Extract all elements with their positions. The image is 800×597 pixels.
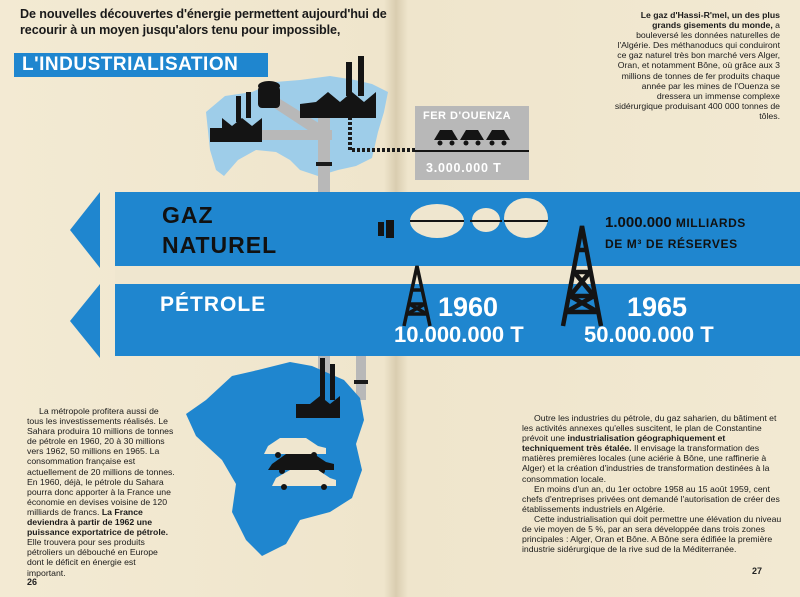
text-ind-p2: En moins d'un an, du 1er octobre 1958 au 15 août 1959, cent chefs d'entreprises privées ont demandé l'autorisation de créer des établissements industriels en Algérie. — [522, 483, 780, 514]
text-ind-p1a: Outre les industries du pétrole, du gaz saharien, du bâtiment et les activités annexes qu'elles suscitent, le plan de Constantine prévoit une — [522, 413, 777, 444]
text-gaz-rest: a bouleversé les données naturelles de l'Algérie. Des méthanoducs qui conduiront ce gaz naturel très bon marché vers Alger, Oran, et notamment Bône, où grâce aux 3 millions de tonnes de fer produits chaque année par les mines de l'Ouenza se dressera un immense complexe sidérurgique produisant 400 000 tonnes de tôles. — [614, 20, 780, 121]
text-ind-p3: Cette industrialisation qui doit permettre une élévation du niveau de vie moyen de 5 %, par an sera développée dans trois zones principales : Alger, Oran et Bône. A Bône sera édifiée la première industrie sidérurgique de la rive sud de la Méditerranée. — [522, 513, 782, 555]
headline: De nouvelles découvertes d'énergie permettent aujourd'hui de recourir à un moyen jusqu'alors tenu pour impossible, — [20, 7, 387, 37]
france-map — [186, 362, 364, 556]
text-industrialisation — [522, 413, 788, 554]
petrole-production-1965: 50.000.000 T — [584, 322, 714, 347]
gaz-label-line1: GAZ — [162, 202, 214, 228]
gaz-label-line2: NATUREL — [162, 232, 278, 258]
petrole-production-1960: 10.000.000 T — [394, 322, 524, 347]
reserves-number: 1.000.000 — [605, 214, 672, 231]
page-number-right: 27 — [752, 566, 763, 576]
gaz-arrow-icon — [70, 192, 100, 268]
petrole-label: PÉTROLE — [160, 293, 267, 316]
text-gaz — [610, 10, 780, 121]
section-title: L'INDUSTRIALISATION — [14, 53, 268, 77]
fer-value: 3.000.000 T — [426, 161, 502, 175]
text-gaz-bold: Le gaz d'Hassi-R'mel, un des plus grands gisements du monde, — [640, 10, 780, 31]
valve-icon — [378, 220, 394, 238]
text-metro-p2: Elle trouvera pour ses produits pétroliers un débouché en Europe dont le déficit en énergie est important. — [27, 537, 158, 578]
reserves-unit: MILLIARDS — [675, 216, 746, 230]
text-ind-p1b: Il envisage la transformation des matières premières locales (une aciérie à Bône, une raffinerie à Alger) et la création d'industries de transformation destinées à la consommation locale. — [522, 443, 770, 484]
page-number-left: 26 — [27, 577, 38, 587]
gas-tank-icon — [258, 81, 280, 108]
text-ind-p1-bold: industrialisation géographiquement et techniquement très étalée. — [522, 433, 726, 454]
gaz-reserves-line2: DE M³ DE RÉSERVES — [605, 237, 738, 251]
text-metropole — [27, 406, 175, 578]
fer-title: FER D'OUENZA — [423, 110, 512, 122]
text-metro-bold: La France deviendra à partir de 1962 une puissance exportatrice de pétrole. — [27, 506, 168, 538]
petrole-arrow-icon — [70, 284, 100, 358]
petrole-year-1965: 1965 — [627, 292, 688, 322]
gaz-reserves-line1 — [605, 214, 746, 231]
text-metro-p1: La métropole profitera aussi de tous les investissements réalisés. Le Sahara produira 10 millions de tonnes de pétrole en 1960, 20 à 30 millions vers 1962, 50 millions en 1965. La consommation française est actuellement de 20 millions de tonnes. En 1960, déjà, le pétrole du Sahara pourra donc apporter à la France une économie en devises voisine de 120 milliards de francs. — [27, 406, 175, 517]
petrole-year-1960: 1960 — [438, 292, 499, 322]
